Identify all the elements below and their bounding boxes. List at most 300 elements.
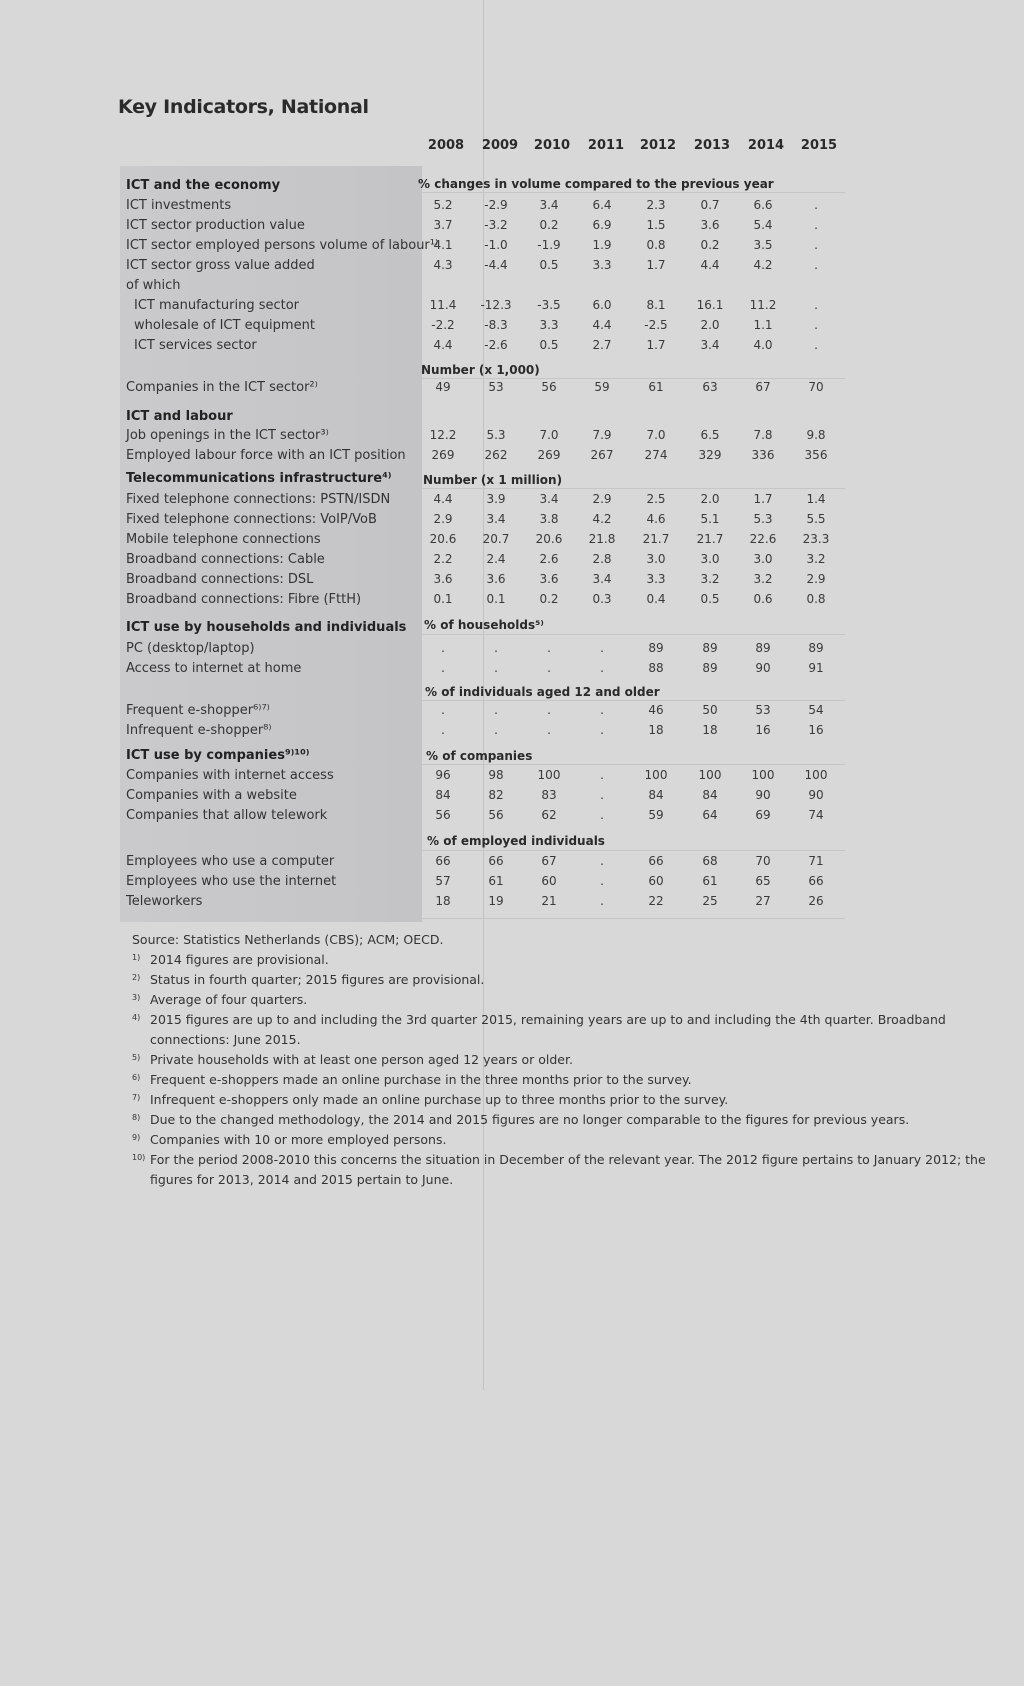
table-cell: 46 xyxy=(648,703,664,717)
footnote-text: For the period 2008-2010 this concerns the situation in December of the relevant year. The 2012 figure pertains to January 2012; the figures for 2013, 2014 and 2015 pertain to June. xyxy=(150,1152,986,1187)
table-cell: 6.6 xyxy=(753,198,773,212)
table-cell: . xyxy=(814,218,818,232)
table-cell: 71 xyxy=(808,854,824,868)
footnote xyxy=(132,990,1012,1010)
table-cell: 356 xyxy=(804,448,828,462)
table-cell: 3.4 xyxy=(486,512,506,526)
table-cell: 267 xyxy=(590,448,614,462)
row-label: Teleworkers xyxy=(126,894,203,909)
table-cell: 67 xyxy=(541,854,557,868)
row-label: Employed labour force with an ICT position xyxy=(126,448,406,463)
table-row xyxy=(0,894,1024,914)
table-cell: 1.7 xyxy=(646,338,666,352)
table-cell: 26 xyxy=(808,894,824,908)
table-cell: 64 xyxy=(702,808,718,822)
table-row xyxy=(0,428,1024,448)
table-cell: . xyxy=(814,318,818,332)
table-cell: -3.5 xyxy=(537,298,561,312)
table-row xyxy=(0,278,1024,298)
table-cell: . xyxy=(814,298,818,312)
table-cell: 2.3 xyxy=(646,198,666,212)
table-cell: 2.0 xyxy=(700,492,720,506)
table-cell: 3.0 xyxy=(753,552,773,566)
table-cell: 6.5 xyxy=(700,428,720,442)
table-row xyxy=(0,218,1024,238)
table-cell: 67 xyxy=(755,380,771,394)
table-cell: 21.7 xyxy=(642,532,670,546)
footnote-text: Infrequent e-shoppers only made an online purchase up to three months prior to the survey. xyxy=(150,1092,729,1107)
table-cell: 2.5 xyxy=(646,492,666,506)
table-cell: 18 xyxy=(648,723,664,737)
table-cell: . xyxy=(600,661,604,675)
row-label: Job openings in the ICT sector³⁾ xyxy=(126,428,329,443)
table-cell: 4.4 xyxy=(592,318,612,332)
table-cell: 7.0 xyxy=(539,428,559,442)
table-cell: 3.3 xyxy=(539,318,559,332)
table-cell: . xyxy=(547,723,551,737)
row-label: Companies with a website xyxy=(126,788,297,803)
table-cell: 5.3 xyxy=(753,512,773,526)
table-cell: . xyxy=(600,703,604,717)
table-cell: 68 xyxy=(702,854,718,868)
row-separator xyxy=(420,634,845,635)
table-cell: . xyxy=(600,641,604,655)
footnote-text: Companies with 10 or more employed persons. xyxy=(150,1132,447,1147)
table-row xyxy=(0,552,1024,572)
row-label: Broadband connections: Fibre (FttH) xyxy=(126,592,362,607)
table-cell: 2.6 xyxy=(539,552,559,566)
table-row xyxy=(0,258,1024,278)
table-cell: 4.1 xyxy=(433,238,453,252)
table-row xyxy=(0,768,1024,788)
footnote-marker: 6) xyxy=(132,1073,141,1082)
table-cell: 3.7 xyxy=(433,218,453,232)
table-row xyxy=(0,318,1024,338)
footnote-marker: 2) xyxy=(132,973,141,982)
table-cell: 4.0 xyxy=(753,338,773,352)
table-cell: 2.8 xyxy=(592,552,612,566)
year-2015: 2015 xyxy=(800,138,838,153)
table-cell: 65 xyxy=(755,874,771,888)
table-cell: 83 xyxy=(541,788,557,802)
row-label: PC (desktop/laptop) xyxy=(126,641,255,656)
table-cell: 49 xyxy=(435,380,451,394)
table-cell: 274 xyxy=(644,448,668,462)
table-cell: 53 xyxy=(755,703,771,717)
row-label: Mobile telephone connections xyxy=(126,532,321,547)
table-cell: 4.4 xyxy=(433,492,453,506)
table-cell: 56 xyxy=(488,808,504,822)
table-cell: 3.4 xyxy=(539,198,559,212)
footnote-marker: 4) xyxy=(132,1013,141,1022)
table-cell: 1.7 xyxy=(753,492,773,506)
table-cell: 0.7 xyxy=(700,198,720,212)
table-cell: 0.8 xyxy=(806,592,826,606)
table-cell: . xyxy=(547,703,551,717)
row-separator xyxy=(420,378,845,379)
table-cell: 2.7 xyxy=(592,338,612,352)
table-cell: 19 xyxy=(488,894,504,908)
table-cell: 3.2 xyxy=(700,572,720,586)
table-cell: 0.1 xyxy=(433,592,453,606)
row-label: ICT sector production value xyxy=(126,218,305,233)
table-cell: 5.5 xyxy=(806,512,826,526)
unit-subheader: % of employed individuals xyxy=(427,834,605,848)
table-cell: 8.1 xyxy=(646,298,666,312)
table-row xyxy=(0,298,1024,318)
row-label: ICT services sector xyxy=(134,338,257,353)
table-row xyxy=(0,238,1024,258)
table-cell: . xyxy=(600,768,604,782)
table-cell: 3.2 xyxy=(806,552,826,566)
row-separator xyxy=(420,488,845,489)
table-cell: 56 xyxy=(541,380,557,394)
table-cell: 3.3 xyxy=(592,258,612,272)
table-cell: 4.4 xyxy=(700,258,720,272)
table-cell: 61 xyxy=(648,380,664,394)
table-cell: 3.3 xyxy=(646,572,666,586)
table-cell: 27 xyxy=(755,894,771,908)
table-cell: 0.1 xyxy=(486,592,506,606)
table-row xyxy=(0,448,1024,468)
table-cell: 7.0 xyxy=(646,428,666,442)
table-cell: 3.4 xyxy=(539,492,559,506)
footnote-marker: 8) xyxy=(132,1113,141,1122)
table-cell: . xyxy=(600,874,604,888)
table-cell: 66 xyxy=(648,854,664,868)
table-cell: 2.9 xyxy=(433,512,453,526)
row-label: Infrequent e-shopper⁸⁾ xyxy=(126,723,272,738)
table-cell: -1.9 xyxy=(537,238,561,252)
table-cell: -8.3 xyxy=(484,318,508,332)
table-cell: -2.6 xyxy=(484,338,508,352)
table-cell: . xyxy=(600,894,604,908)
table-cell: 0.5 xyxy=(539,338,559,352)
row-label: ICT sector employed persons volume of labour¹⁾ xyxy=(126,238,439,253)
table-cell: 70 xyxy=(755,854,771,868)
footnote xyxy=(132,950,1012,970)
footnote-marker: 9) xyxy=(132,1133,141,1142)
footnote xyxy=(132,1110,1012,1130)
table-cell: 20.6 xyxy=(429,532,457,546)
row-label: Companies with internet access xyxy=(126,768,334,783)
year-2011: 2011 xyxy=(587,138,625,153)
table-cell: 2.9 xyxy=(592,492,612,506)
row-label: ICT and labour xyxy=(126,409,233,424)
table-cell: 84 xyxy=(702,788,718,802)
row-label: ICT use by companies⁹⁾¹⁰⁾ xyxy=(126,748,310,763)
table-cell: 3.6 xyxy=(433,572,453,586)
row-label: Fixed telephone connections: VoIP/VoB xyxy=(126,512,377,527)
table-cell: 91 xyxy=(808,661,824,675)
table-row xyxy=(0,788,1024,808)
footnotes xyxy=(132,930,1012,1190)
year-2008: 2008 xyxy=(427,138,465,153)
table-cell: 18 xyxy=(435,894,451,908)
year-header xyxy=(0,138,1024,158)
table-cell: 60 xyxy=(541,874,557,888)
footnote-marker: 1) xyxy=(132,953,141,962)
row-label: ICT investments xyxy=(126,198,232,213)
table-cell: 0.6 xyxy=(753,592,773,606)
table-cell: 1.9 xyxy=(592,238,612,252)
table-cell: 90 xyxy=(808,788,824,802)
table-cell: 63 xyxy=(702,380,718,394)
table-cell: -2.5 xyxy=(644,318,668,332)
footnote xyxy=(132,1010,1012,1050)
row-label: Fixed telephone connections: PSTN/ISDN xyxy=(126,492,391,507)
table-cell: 11.2 xyxy=(749,298,777,312)
table-cell: -2.9 xyxy=(484,198,508,212)
table-cell: . xyxy=(814,238,818,252)
table-cell: 2.4 xyxy=(486,552,506,566)
table-cell: -1.0 xyxy=(484,238,508,252)
table-cell: 74 xyxy=(808,808,824,822)
table-cell: 100 xyxy=(751,768,775,782)
table-row xyxy=(0,338,1024,358)
table-cell: -2.2 xyxy=(431,318,455,332)
table-row xyxy=(0,723,1024,743)
row-label: of which xyxy=(126,278,181,293)
row-label: ICT manufacturing sector xyxy=(134,298,300,313)
footnote xyxy=(132,1050,1012,1070)
unit-subheader: % changes in volume compared to the previous year xyxy=(418,177,774,191)
table-cell: . xyxy=(441,641,445,655)
table-cell: 16 xyxy=(755,723,771,737)
table-cell: 62 xyxy=(541,808,557,822)
table-cell: 22 xyxy=(648,894,664,908)
footnote xyxy=(132,970,1012,990)
table-cell: 100 xyxy=(804,768,828,782)
year-2014: 2014 xyxy=(747,138,785,153)
row-label: ICT use by households and individuals xyxy=(126,620,407,635)
table-cell: . xyxy=(441,661,445,675)
table-cell: 59 xyxy=(594,380,610,394)
table-row xyxy=(0,492,1024,512)
table-cell: 61 xyxy=(488,874,504,888)
table-row xyxy=(0,703,1024,723)
row-label: Frequent e-shopper⁶⁾⁷⁾ xyxy=(126,703,270,718)
footnote-marker: 10) xyxy=(132,1153,146,1162)
table-cell: 3.5 xyxy=(753,238,773,252)
table-cell: 3.4 xyxy=(592,572,612,586)
footnote-text: Frequent e-shoppers made an online purchase in the three months prior to the survey. xyxy=(150,1072,692,1087)
table-cell: 11.4 xyxy=(429,298,457,312)
table-cell: 0.2 xyxy=(700,238,720,252)
table-cell: 82 xyxy=(488,788,504,802)
table-cell: 3.0 xyxy=(700,552,720,566)
table-row xyxy=(0,854,1024,874)
table-cell: 5.2 xyxy=(433,198,453,212)
page-title: Key Indicators, National xyxy=(118,96,369,118)
table-cell: 3.6 xyxy=(539,572,559,586)
table-row xyxy=(0,198,1024,218)
row-separator xyxy=(420,700,845,701)
table-cell: 1.7 xyxy=(646,258,666,272)
table-cell: 12.2 xyxy=(429,428,457,442)
table-cell: 21.7 xyxy=(696,532,724,546)
table-cell: . xyxy=(600,808,604,822)
table-row xyxy=(0,661,1024,681)
table-cell: 66 xyxy=(808,874,824,888)
table-cell: 0.2 xyxy=(539,218,559,232)
table-cell: 70 xyxy=(808,380,824,394)
table-row xyxy=(0,874,1024,894)
table-row xyxy=(0,512,1024,532)
table-cell: 89 xyxy=(702,661,718,675)
year-2013: 2013 xyxy=(693,138,731,153)
table-cell: 3.9 xyxy=(486,492,506,506)
table-cell: 6.9 xyxy=(592,218,612,232)
table-cell: -4.4 xyxy=(484,258,508,272)
table-cell: 16.1 xyxy=(696,298,724,312)
table-cell: 0.8 xyxy=(646,238,666,252)
table-cell: 0.3 xyxy=(592,592,612,606)
year-2009: 2009 xyxy=(481,138,519,153)
table-cell: -12.3 xyxy=(480,298,512,312)
table-cell: 56 xyxy=(435,808,451,822)
table-cell: 100 xyxy=(644,768,668,782)
table-cell: . xyxy=(494,661,498,675)
footnote xyxy=(132,1070,1012,1090)
table-cell: 4.2 xyxy=(592,512,612,526)
row-label: Broadband connections: DSL xyxy=(126,572,314,587)
row-label: ICT and the economy xyxy=(126,178,281,193)
table-row xyxy=(0,592,1024,612)
table-cell: 57 xyxy=(435,874,451,888)
row-label: Broadband connections: Cable xyxy=(126,552,325,567)
table-cell: 0.4 xyxy=(646,592,666,606)
footnote-marker: 3) xyxy=(132,993,141,1002)
table-cell: 3.4 xyxy=(700,338,720,352)
year-2010: 2010 xyxy=(533,138,571,153)
table-cell: . xyxy=(814,338,818,352)
table-cell: 7.9 xyxy=(592,428,612,442)
table-cell: 89 xyxy=(648,641,664,655)
table-cell: 269 xyxy=(431,448,455,462)
table-cell: 20.7 xyxy=(482,532,510,546)
source-note: Source: Statistics Netherlands (CBS); ACM; OECD. xyxy=(132,932,444,947)
table-cell: 84 xyxy=(435,788,451,802)
row-label: Employees who use the internet xyxy=(126,874,337,889)
table-cell: 89 xyxy=(755,641,771,655)
table-cell: 100 xyxy=(698,768,722,782)
table-cell: 21 xyxy=(541,894,557,908)
table-cell: 1.1 xyxy=(753,318,773,332)
unit-subheader: % of households⁵⁾ xyxy=(424,618,544,632)
footnote-text: 2015 figures are up to and including the 3rd quarter 2015, remaining years are up to and including the 4th quarter. Broadband connections: June 2015. xyxy=(150,1012,946,1047)
table-cell: 4.2 xyxy=(753,258,773,272)
row-label: Telecommunications infrastructure⁴⁾ xyxy=(126,471,392,486)
footnote-text: Status in fourth quarter; 2015 figures are provisional. xyxy=(150,972,485,987)
table-cell: 3.6 xyxy=(486,572,506,586)
table-cell: 2.9 xyxy=(806,572,826,586)
footnote-marker: 5) xyxy=(132,1053,141,1062)
table-row xyxy=(0,808,1024,828)
table-cell: 7.8 xyxy=(753,428,773,442)
row-label: Access to internet at home xyxy=(126,661,302,676)
table-cell: 60 xyxy=(648,874,664,888)
table-cell: 2.2 xyxy=(433,552,453,566)
footnote-text: Due to the changed methodology, the 2014 and 2015 figures are no longer comparable to the figures for previous years. xyxy=(150,1112,910,1127)
unit-subheader: Number (x 1,000) xyxy=(421,363,540,377)
table-cell: . xyxy=(547,661,551,675)
table-cell: 4.4 xyxy=(433,338,453,352)
table-cell: 59 xyxy=(648,808,664,822)
row-separator xyxy=(420,850,845,851)
table-cell: 84 xyxy=(648,788,664,802)
table-cell: 90 xyxy=(755,788,771,802)
table-row xyxy=(0,532,1024,552)
table-cell: 262 xyxy=(484,448,508,462)
table-cell: 61 xyxy=(702,874,718,888)
table-cell: . xyxy=(600,854,604,868)
table-cell: . xyxy=(494,641,498,655)
table-cell: 66 xyxy=(488,854,504,868)
table-cell: 18 xyxy=(702,723,718,737)
table-row xyxy=(0,641,1024,661)
table-cell: 69 xyxy=(755,808,771,822)
year-2012: 2012 xyxy=(639,138,677,153)
row-separator xyxy=(420,918,845,919)
unit-subheader: Number (x 1 million) xyxy=(423,473,563,487)
table-cell: . xyxy=(547,641,551,655)
table-cell: . xyxy=(494,703,498,717)
table-cell: 336 xyxy=(751,448,775,462)
table-cell: 0.5 xyxy=(539,258,559,272)
footnote-marker: 7) xyxy=(132,1093,141,1102)
table-cell: 3.8 xyxy=(539,512,559,526)
table-cell: 269 xyxy=(537,448,561,462)
row-label: ICT sector gross value added xyxy=(126,258,315,273)
table-cell: . xyxy=(494,723,498,737)
table-cell: 5.3 xyxy=(486,428,506,442)
row-label: Employees who use a computer xyxy=(126,854,335,869)
footnote-text: Private households with at least one person aged 12 years or older. xyxy=(150,1052,573,1067)
table-cell: . xyxy=(441,723,445,737)
table-cell: 25 xyxy=(702,894,718,908)
footnote-text: Average of four quarters. xyxy=(150,992,308,1007)
table-cell: 89 xyxy=(702,641,718,655)
table-cell: 4.6 xyxy=(646,512,666,526)
table-cell: . xyxy=(600,788,604,802)
table-cell: 66 xyxy=(435,854,451,868)
table-cell: . xyxy=(814,258,818,272)
footnote xyxy=(132,1130,1012,1150)
row-separator xyxy=(420,192,845,193)
row-label: Companies that allow telework xyxy=(126,808,328,823)
table-cell: 1.5 xyxy=(646,218,666,232)
footnote xyxy=(132,1090,1012,1110)
table-cell: . xyxy=(814,198,818,212)
table-cell: 53 xyxy=(488,380,504,394)
table-cell: 1.4 xyxy=(806,492,826,506)
table-cell: 6.4 xyxy=(592,198,612,212)
table-cell: 9.8 xyxy=(806,428,826,442)
table-cell: 3.6 xyxy=(700,218,720,232)
table-cell: 22.6 xyxy=(749,532,777,546)
table-cell: . xyxy=(600,723,604,737)
table-cell: 96 xyxy=(435,768,451,782)
table-cell: 3.0 xyxy=(646,552,666,566)
table-cell: 89 xyxy=(808,641,824,655)
table-cell: 23.3 xyxy=(802,532,830,546)
table-cell: 88 xyxy=(648,661,664,675)
unit-subheader: % of individuals aged 12 and older xyxy=(425,685,660,699)
footnote xyxy=(132,1150,1012,1190)
row-label: Companies in the ICT sector²⁾ xyxy=(126,380,318,395)
row-label: wholesale of ICT equipment xyxy=(134,318,315,333)
